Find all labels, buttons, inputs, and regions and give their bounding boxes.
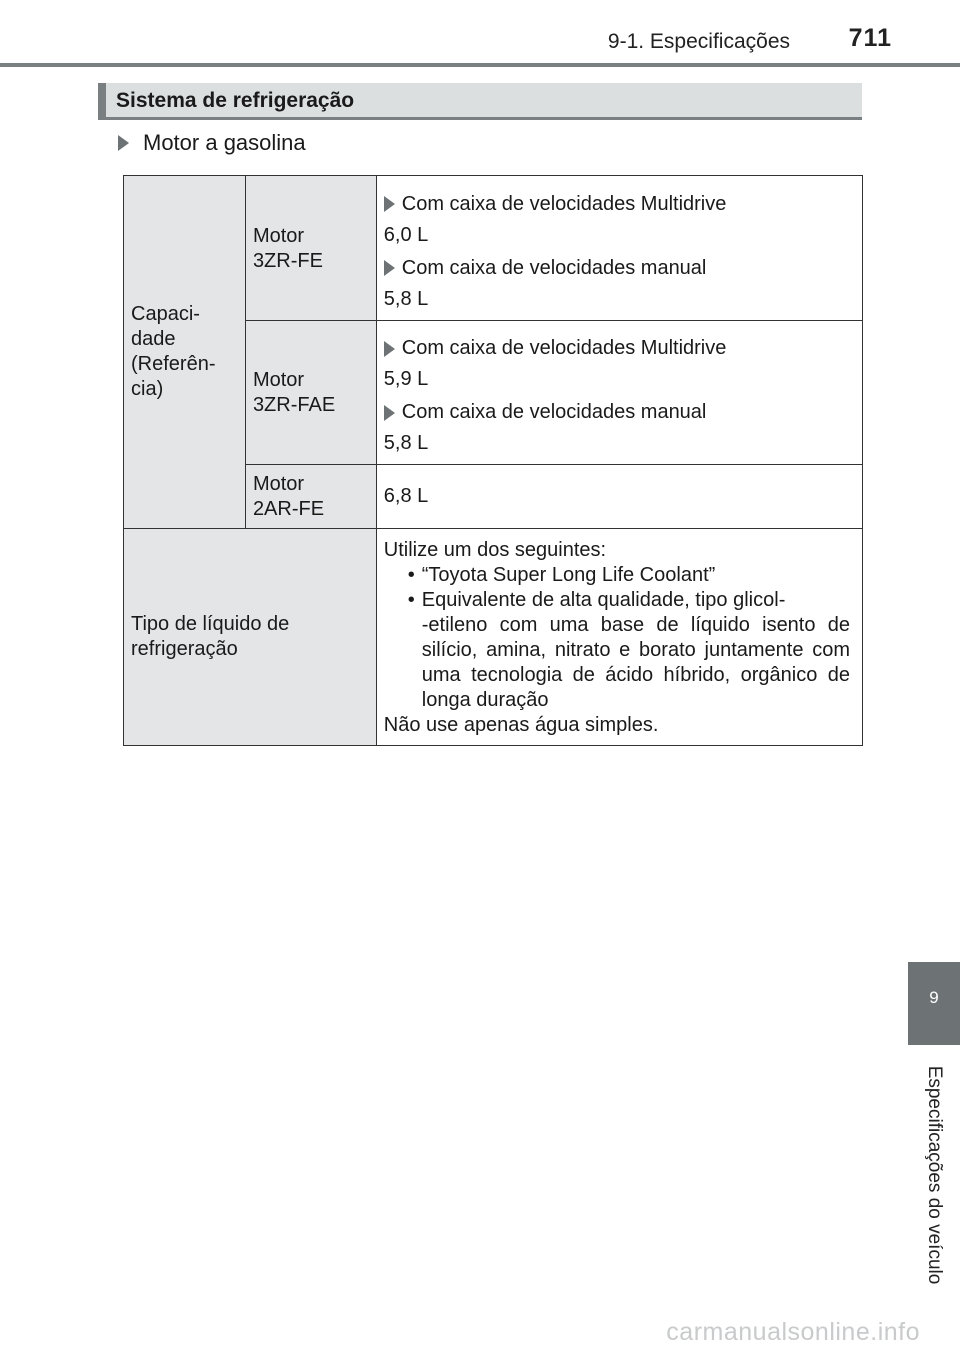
engine-name: Motor 3ZR-FAE — [252, 368, 336, 416]
capacity-value-cell — [376, 321, 862, 465]
triangle-bullet-icon — [384, 341, 395, 357]
capacity-label-cell — [124, 176, 246, 529]
watermark: carmanualsonline.info — [666, 1318, 920, 1346]
option-value: 5,9 L — [383, 368, 429, 390]
option-label: Com caixa de velocidades Multidrive — [401, 337, 727, 359]
triangle-bullet-icon — [118, 135, 129, 151]
coolant-type-value-cell — [376, 529, 862, 746]
engine-name: Motor 3ZR-FE — [252, 225, 323, 272]
engine-name: Motor 2AR-FE — [252, 472, 325, 520]
chapter-tab — [908, 962, 960, 1045]
option-item — [384, 336, 855, 361]
option-label: Com caixa de velocidades manual — [401, 256, 707, 279]
capacity-value-cell — [376, 465, 862, 529]
engine-name-cell — [245, 176, 376, 321]
capacity-value-cell — [376, 176, 862, 321]
capacity-label: Capaci- dade (Referên- cia) — [131, 303, 216, 400]
coolant-spec-table — [123, 175, 863, 746]
chapter-number: 9 — [929, 988, 939, 1007]
subheading-text: Motor a gasolina — [143, 130, 306, 155]
option-label: Com caixa de velocidades manual — [401, 401, 707, 423]
capacity-value: 6,8 L — [383, 485, 429, 507]
page-number: 711 — [848, 24, 892, 52]
list-item: • Equivalente de alta qualidade, tipo glicol- -etileno com uma base de líquido isento de silício, amina, nitrato e borato juntamente com uma tecnologia de ácido híbrido, orgânico de longa duração — [384, 588, 850, 713]
table-row — [124, 176, 863, 321]
option-item — [384, 400, 855, 425]
list-item: • “Toyota Super Long Life Coolant” — [384, 563, 850, 588]
coolant-type-label-cell — [124, 529, 377, 746]
triangle-bullet-icon — [384, 405, 395, 421]
header-divider — [0, 63, 960, 67]
coolant-note: Não use apenas água simples. — [383, 714, 659, 736]
chapter-label: Especificações do veículo — [924, 1065, 945, 1285]
page-header — [0, 0, 960, 70]
section-title-bar — [98, 83, 862, 120]
triangle-bullet-icon — [384, 196, 395, 212]
coolant-intro: Utilize um dos seguintes: — [383, 539, 607, 561]
option-item — [384, 192, 855, 217]
option-value: 6,0 L — [383, 223, 429, 246]
option-item — [384, 256, 855, 281]
section-title: Sistema de refrigeração — [116, 89, 355, 112]
option-value: 5,8 L — [383, 432, 429, 454]
subheading — [118, 130, 306, 156]
triangle-bullet-icon — [384, 260, 395, 276]
option-value: 5,8 L — [383, 287, 429, 310]
coolant-type-label: Tipo de líquido de refrigeração — [131, 613, 290, 660]
header-section-title: 9-1. Especificações — [607, 30, 790, 53]
coolant-list — [384, 563, 850, 713]
option-label: Com caixa de velocidades Multidrive — [401, 192, 727, 215]
engine-name-cell — [245, 321, 376, 465]
engine-name-cell — [245, 465, 376, 529]
table-row — [124, 529, 863, 746]
